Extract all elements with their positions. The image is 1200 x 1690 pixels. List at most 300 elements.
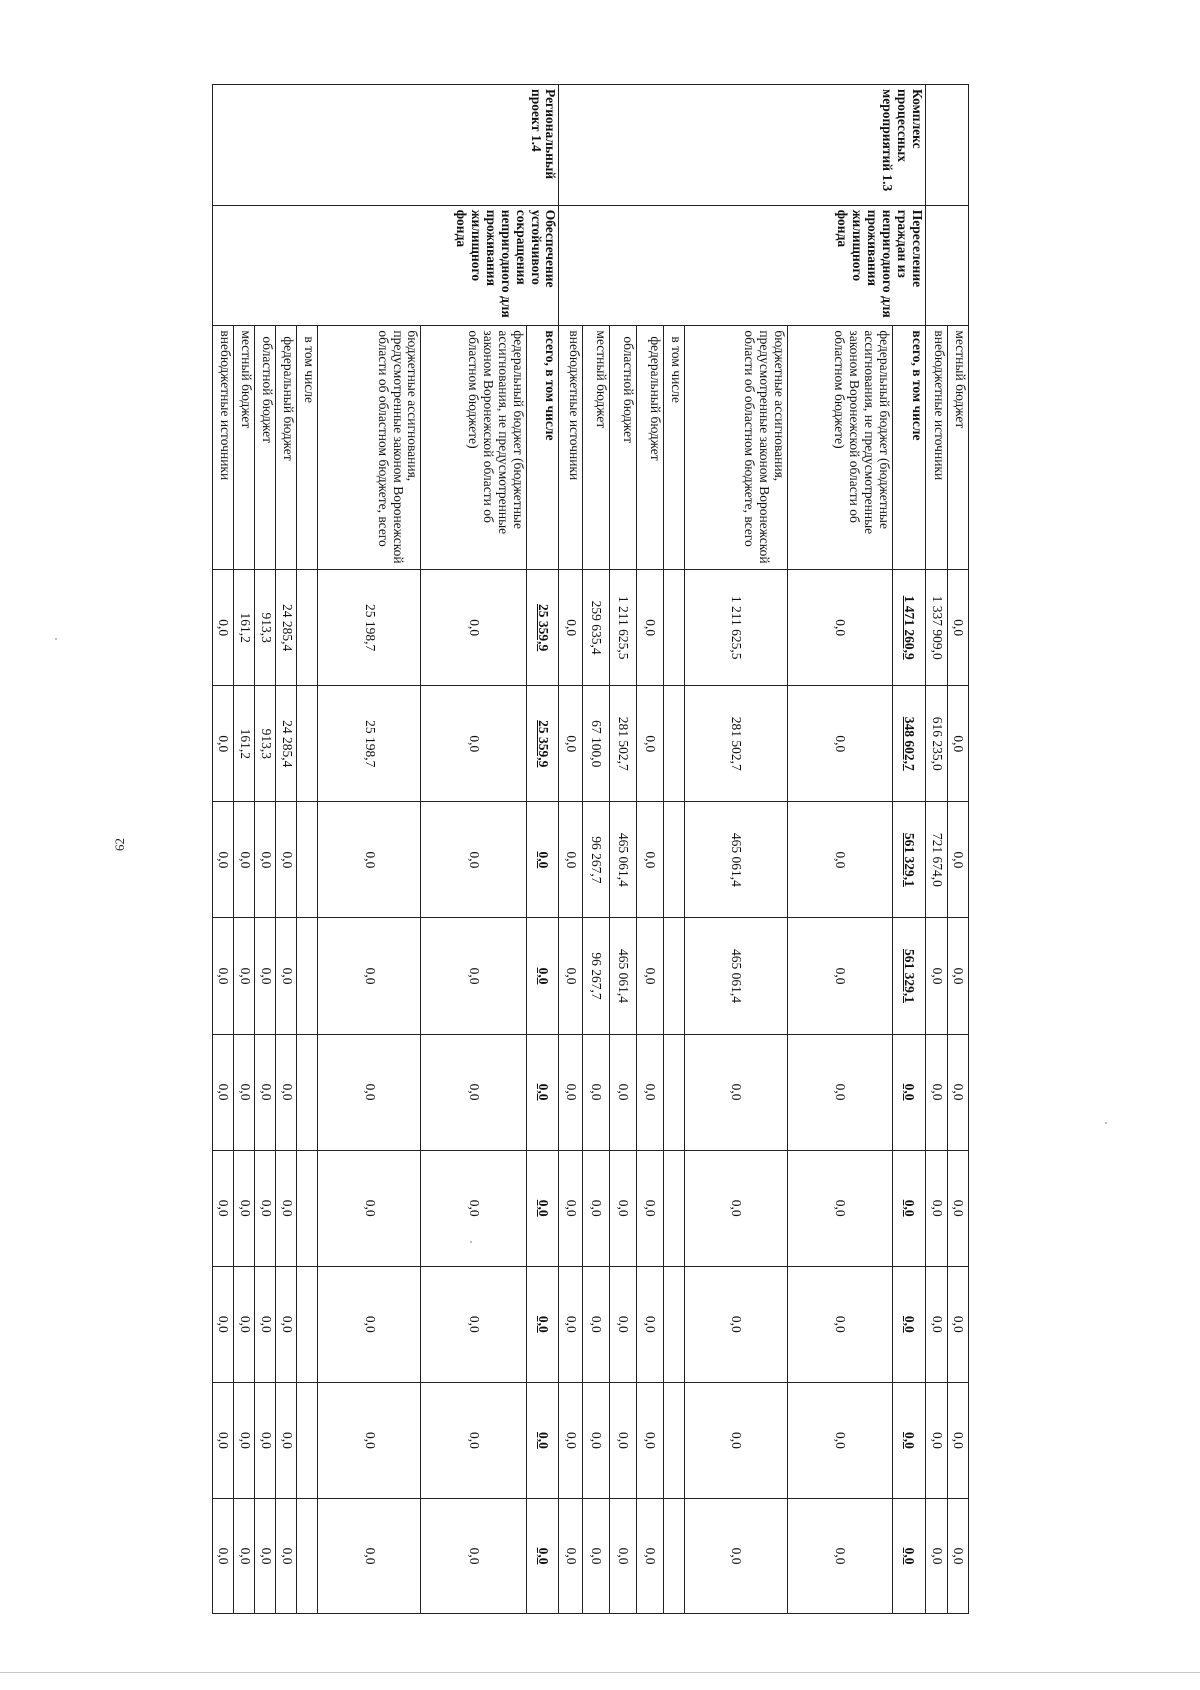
- budget-table: [212, 84, 969, 1614]
- amount-cell: [318, 918, 421, 1034]
- amount-cell: [947, 570, 968, 686]
- amount-value: 913,3: [258, 612, 274, 643]
- funding-source-cell: областной бюджет: [255, 326, 276, 570]
- amount-cell: [947, 1150, 968, 1266]
- amount-cell: [947, 802, 968, 918]
- amount-cell: [787, 1266, 892, 1382]
- amount-value: 0,0: [279, 851, 295, 869]
- amount-cell: [892, 802, 925, 918]
- amount-cell: [276, 802, 297, 918]
- amount-value: 0,0: [279, 967, 295, 985]
- amount-cell: [297, 1266, 318, 1382]
- amount-value: 0,0: [536, 1083, 552, 1101]
- amount-cell: [255, 1499, 276, 1614]
- amount-cell: [255, 1382, 276, 1498]
- funding-source-cell: федеральный бюджет (бюджетные ассигнования, не предусмотренные законом Воронежской области об областном бюджете): [421, 326, 526, 570]
- amount-cell: [925, 918, 947, 1034]
- amount-value: 0,0: [951, 1199, 967, 1217]
- amount-value: 0,0: [902, 1199, 918, 1217]
- amount-value: 0,0: [362, 1199, 378, 1217]
- amount-cell: [684, 1266, 787, 1382]
- amount-cell: [663, 686, 684, 802]
- amount-cell: [787, 802, 892, 918]
- amount-cell: [582, 1499, 609, 1614]
- amount-cell: [925, 1034, 947, 1150]
- amount-value: 0,0: [216, 1199, 232, 1217]
- amount-cell: [663, 1382, 684, 1498]
- table-row: [947, 85, 968, 1614]
- amount-value: 0,0: [237, 1547, 253, 1565]
- amount-value: 0,0: [536, 851, 552, 869]
- amount-cell: [234, 1150, 255, 1266]
- amount-value: 281 502,7: [729, 716, 745, 771]
- amount-cell: [636, 570, 663, 686]
- amount-cell: [609, 918, 636, 1034]
- amount-cell: [925, 686, 947, 802]
- amount-cell: [925, 1499, 947, 1614]
- project-title-cell: Переселение граждан из непригодного для проживания жилищного фонда: [559, 205, 925, 326]
- amount-value: 0,0: [589, 1083, 605, 1101]
- amount-value: 0,0: [589, 1432, 605, 1449]
- amount-value: 0,0: [258, 1547, 274, 1565]
- amount-cell: [559, 1266, 582, 1382]
- scan-speck: [470, 1241, 472, 1243]
- amount-cell: [559, 1150, 582, 1266]
- amount-cell: [421, 686, 526, 802]
- amount-cell: [276, 1499, 297, 1614]
- amount-cell: [255, 686, 276, 802]
- amount-value: 0,0: [616, 1432, 632, 1449]
- amount-cell: [213, 1382, 234, 1498]
- funding-source-cell: федеральный бюджет: [276, 326, 297, 570]
- amount-cell: [787, 1382, 892, 1498]
- amount-cell: [526, 918, 559, 1034]
- amount-cell: [234, 1266, 255, 1382]
- amount-value: 465 061,4: [729, 832, 745, 887]
- amount-value: 0,0: [929, 1432, 945, 1449]
- table-row: [892, 85, 925, 1614]
- amount-value: 465 061,4: [616, 949, 632, 1003]
- amount-value: 0,0: [616, 1083, 632, 1101]
- amount-cell: [526, 802, 559, 918]
- amount-cell: [297, 1034, 318, 1150]
- amount-value: 0,0: [279, 1432, 295, 1449]
- amount-value: 0,0: [833, 851, 849, 869]
- funding-source-cell: местный бюджет: [234, 326, 255, 570]
- amount-value: 561 329,1: [902, 949, 918, 1003]
- amount-cell: [636, 686, 663, 802]
- funding-source-cell: бюджетные ассигнования, предусмотренные законом Воронежской области об областном бюджете, всего: [318, 326, 421, 570]
- amount-value: 0,0: [729, 1083, 745, 1101]
- amount-value: 0,0: [564, 1199, 580, 1217]
- amount-cell: [663, 802, 684, 918]
- amount-cell: [276, 1150, 297, 1266]
- amount-cell: [609, 1034, 636, 1150]
- amount-cell: [787, 1499, 892, 1614]
- amount-cell: [421, 1150, 526, 1266]
- amount-cell: [213, 1150, 234, 1266]
- amount-cell: [297, 1150, 318, 1266]
- amount-cell: [947, 918, 968, 1034]
- amount-cell: [234, 1382, 255, 1498]
- amount-cell: [297, 1499, 318, 1614]
- amount-cell: [663, 1266, 684, 1382]
- amount-cell: [663, 1034, 684, 1150]
- amount-value: 0,0: [216, 735, 232, 753]
- amount-value: 0,0: [643, 1315, 659, 1333]
- amount-cell: [526, 1499, 559, 1614]
- amount-cell: [684, 686, 787, 802]
- funding-source-cell: областной бюджет: [609, 326, 636, 570]
- amount-value: 0,0: [564, 1432, 580, 1449]
- amount-value: 0,0: [564, 735, 580, 753]
- amount-value: 0,0: [643, 851, 659, 869]
- amount-cell: [213, 1266, 234, 1382]
- funding-source-cell: всего, в том числе: [892, 326, 925, 570]
- amount-cell: [526, 686, 559, 802]
- amount-cell: [925, 802, 947, 918]
- amount-cell: [559, 918, 582, 1034]
- amount-cell: [421, 1499, 526, 1614]
- amount-cell: [663, 1499, 684, 1614]
- page-number: 62: [112, 838, 127, 851]
- amount-value: 0,0: [536, 1547, 552, 1565]
- amount-value: 0,0: [466, 619, 482, 637]
- amount-value: 0,0: [833, 1315, 849, 1333]
- amount-cell: [636, 1499, 663, 1614]
- amount-value: 0,0: [362, 1315, 378, 1333]
- funding-source-cell: бюджетные ассигнования, предусмотренные законом Воронежской области об областном бюджете, всего: [684, 326, 787, 570]
- amount-value: 0,0: [279, 1315, 295, 1333]
- amount-value: 0,0: [902, 1315, 918, 1333]
- amount-cell: [609, 570, 636, 686]
- amount-cell: [636, 1034, 663, 1150]
- rotated-table-wrapper: [212, 84, 969, 1614]
- funding-source-cell: местный бюджет: [582, 326, 609, 570]
- amount-value: 161,2: [237, 728, 253, 759]
- amount-value: 0,0: [258, 1432, 274, 1449]
- amount-value: 561 329,1: [902, 832, 918, 887]
- amount-cell: [276, 1034, 297, 1150]
- amount-cell: [255, 918, 276, 1034]
- amount-cell: [892, 1266, 925, 1382]
- amount-value: 0,0: [216, 1315, 232, 1333]
- amount-value: 0,0: [258, 851, 274, 869]
- amount-value: 24 285,4: [279, 604, 295, 652]
- amount-cell: [947, 686, 968, 802]
- funding-source-cell: внебюджетные источники: [559, 326, 582, 570]
- amount-cell: [276, 918, 297, 1034]
- amount-cell: [526, 1266, 559, 1382]
- amount-cell: [636, 1150, 663, 1266]
- amount-cell: [318, 686, 421, 802]
- amount-value: 0,0: [237, 851, 253, 869]
- amount-value: 0,0: [729, 1547, 745, 1565]
- amount-value: 0,0: [729, 1315, 745, 1333]
- amount-cell: [559, 802, 582, 918]
- amount-cell: [892, 1150, 925, 1266]
- amount-value: 0,0: [833, 619, 849, 637]
- funding-source-cell: федеральный бюджет: [636, 326, 663, 570]
- amount-value: 0,0: [951, 1083, 967, 1101]
- program-name-cell: Комплекс процессных мероприятий 1.3: [559, 85, 925, 206]
- amount-cell: [582, 1266, 609, 1382]
- amount-value: 0,0: [643, 1547, 659, 1565]
- amount-value: 0,0: [258, 1083, 274, 1101]
- amount-cell: [234, 918, 255, 1034]
- project-title-cell: Обеспечение устойчивого сокращения непригодного для проживания жилищного фонда: [213, 205, 559, 326]
- amount-value: 0,0: [643, 1432, 659, 1449]
- amount-cell: [297, 918, 318, 1034]
- amount-value: 0,0: [616, 1315, 632, 1333]
- amount-cell: [234, 1034, 255, 1150]
- amount-value: 0,0: [237, 1083, 253, 1101]
- amount-value: 0,0: [589, 1315, 605, 1333]
- amount-cell: [684, 1150, 787, 1266]
- amount-cell: [892, 918, 925, 1034]
- amount-value: 0,0: [929, 1547, 945, 1565]
- amount-cell: [582, 918, 609, 1034]
- amount-value: 465 061,4: [729, 949, 745, 1003]
- amount-cell: [276, 1382, 297, 1498]
- amount-value: 0,0: [951, 1547, 967, 1565]
- amount-cell: [297, 1382, 318, 1498]
- amount-cell: [421, 1034, 526, 1150]
- amount-value: 0,0: [729, 1199, 745, 1217]
- amount-cell: [213, 1034, 234, 1150]
- program-name-cell: [925, 85, 968, 206]
- amount-value: 0,0: [237, 1199, 253, 1217]
- amount-cell: [318, 802, 421, 918]
- amount-cell: [636, 1266, 663, 1382]
- amount-cell: [925, 1150, 947, 1266]
- amount-value: 0,0: [902, 1547, 918, 1565]
- amount-cell: [255, 1150, 276, 1266]
- scan-speck: [1105, 1122, 1107, 1124]
- amount-value: 0,0: [564, 1547, 580, 1565]
- amount-value: 0,0: [216, 619, 232, 637]
- amount-cell: [526, 1034, 559, 1150]
- amount-cell: [947, 1034, 968, 1150]
- amount-value: 0,0: [643, 1083, 659, 1101]
- amount-cell: [421, 570, 526, 686]
- amount-value: 0,0: [466, 735, 482, 753]
- amount-value: 0,0: [643, 967, 659, 985]
- amount-value: 0,0: [564, 1315, 580, 1333]
- amount-value: 0,0: [951, 1315, 967, 1333]
- amount-cell: [663, 570, 684, 686]
- scan-speck: [55, 638, 57, 640]
- amount-value: 913,3: [258, 728, 274, 759]
- amount-cell: [892, 1034, 925, 1150]
- amount-cell: [609, 686, 636, 802]
- amount-value: 0,0: [279, 1199, 295, 1217]
- amount-value: 161,2: [237, 612, 253, 643]
- amount-cell: [947, 1499, 968, 1614]
- amount-value: 0,0: [536, 1315, 552, 1333]
- amount-cell: [276, 686, 297, 802]
- amount-value: 0,0: [237, 1432, 253, 1449]
- amount-cell: [787, 1150, 892, 1266]
- amount-value: 0,0: [589, 1547, 605, 1565]
- amount-value: 0,0: [951, 619, 967, 637]
- amount-cell: [609, 1150, 636, 1266]
- amount-value: 0,0: [216, 1547, 232, 1565]
- amount-cell: [582, 802, 609, 918]
- amount-cell: [582, 570, 609, 686]
- amount-value: 348 602,7: [902, 716, 918, 771]
- amount-cell: [684, 1382, 787, 1498]
- amount-cell: [318, 1150, 421, 1266]
- amount-value: 0,0: [536, 967, 552, 985]
- amount-value: 0,0: [929, 1315, 945, 1333]
- amount-cell: [318, 1382, 421, 1498]
- amount-cell: [947, 1266, 968, 1382]
- amount-value: 24 285,4: [279, 720, 295, 768]
- amount-cell: [255, 1034, 276, 1150]
- amount-cell: [609, 1266, 636, 1382]
- amount-cell: [421, 1382, 526, 1498]
- amount-value: 96 267,7: [589, 952, 605, 1000]
- amount-cell: [255, 802, 276, 918]
- amount-value: 0,0: [466, 1315, 482, 1333]
- amount-cell: [526, 1150, 559, 1266]
- amount-cell: [255, 1266, 276, 1382]
- amount-cell: [559, 1499, 582, 1614]
- amount-cell: [787, 918, 892, 1034]
- amount-cell: [276, 570, 297, 686]
- funding-source-cell: всего, в том числе: [526, 326, 559, 570]
- amount-cell: [276, 1266, 297, 1382]
- amount-value: 0,0: [466, 851, 482, 869]
- scan-edge-line: [0, 1672, 1200, 1673]
- amount-value: 721 674,0: [929, 832, 945, 887]
- amount-cell: [925, 1382, 947, 1498]
- amount-value: 0,0: [616, 1547, 632, 1565]
- amount-value: 0,0: [362, 967, 378, 985]
- amount-value: 0,0: [466, 1547, 482, 1565]
- amount-value: 0,0: [564, 619, 580, 637]
- amount-value: 0,0: [951, 735, 967, 753]
- table-row: [526, 85, 559, 1614]
- amount-value: 0,0: [902, 1083, 918, 1101]
- amount-cell: [582, 1150, 609, 1266]
- amount-cell: [297, 802, 318, 918]
- amount-cell: [947, 1382, 968, 1498]
- amount-cell: [636, 802, 663, 918]
- funding-source-cell: внебюджетные источники: [213, 326, 234, 570]
- amount-cell: [582, 1034, 609, 1150]
- amount-value: 0,0: [466, 1199, 482, 1217]
- amount-cell: [318, 1034, 421, 1150]
- amount-value: 0,0: [833, 967, 849, 985]
- amount-value: 0,0: [362, 1547, 378, 1565]
- amount-cell: [892, 1499, 925, 1614]
- amount-value: 0,0: [833, 1432, 849, 1449]
- amount-cell: [213, 802, 234, 918]
- amount-value: 0,0: [466, 967, 482, 985]
- amount-value: 0,0: [929, 967, 945, 985]
- amount-cell: [559, 1034, 582, 1150]
- amount-value: 0,0: [643, 1199, 659, 1217]
- amount-value: 0,0: [643, 619, 659, 637]
- amount-value: 25 359,9: [536, 604, 552, 652]
- amount-cell: [892, 686, 925, 802]
- amount-value: 0,0: [237, 1315, 253, 1333]
- amount-cell: [609, 1499, 636, 1614]
- funding-source-cell: федеральный бюджет (бюджетные ассигнования, не предусмотренные законом Воронежской области об областном бюджете): [787, 326, 892, 570]
- amount-value: 1 471 260,9: [902, 595, 918, 660]
- amount-value: 0,0: [466, 1432, 482, 1449]
- amount-cell: [892, 1382, 925, 1498]
- amount-cell: [609, 802, 636, 918]
- amount-value: 0,0: [258, 1199, 274, 1217]
- amount-value: 0,0: [536, 1199, 552, 1217]
- amount-value: 0,0: [237, 967, 253, 985]
- amount-cell: [559, 686, 582, 802]
- amount-cell: [684, 918, 787, 1034]
- amount-cell: [297, 686, 318, 802]
- amount-value: 0,0: [833, 735, 849, 753]
- amount-cell: [636, 1382, 663, 1498]
- amount-cell: [582, 1382, 609, 1498]
- amount-cell: [892, 570, 925, 686]
- amount-cell: [787, 1034, 892, 1150]
- amount-cell: [297, 570, 318, 686]
- amount-cell: [559, 1382, 582, 1498]
- amount-cell: [663, 918, 684, 1034]
- amount-cell: [684, 570, 787, 686]
- program-name-cell: Региональный проект 1.4: [213, 85, 559, 206]
- amount-cell: [684, 1034, 787, 1150]
- amount-cell: [526, 1382, 559, 1498]
- amount-cell: [421, 1266, 526, 1382]
- amount-value: 0,0: [833, 1547, 849, 1565]
- amount-cell: [582, 686, 609, 802]
- amount-value: 25 359,9: [536, 720, 552, 768]
- amount-value: 0,0: [951, 1432, 967, 1449]
- amount-cell: [684, 802, 787, 918]
- amount-value: 465 061,4: [616, 832, 632, 887]
- amount-cell: [684, 1499, 787, 1614]
- amount-cell: [421, 918, 526, 1034]
- amount-value: 25 198,7: [362, 720, 378, 768]
- amount-value: 259 635,4: [589, 600, 605, 655]
- amount-value: 0,0: [216, 1083, 232, 1101]
- amount-value: 0,0: [362, 851, 378, 869]
- amount-cell: [213, 570, 234, 686]
- amount-cell: [213, 918, 234, 1034]
- amount-value: 1 211 625,5: [729, 595, 745, 660]
- amount-value: 0,0: [902, 1432, 918, 1449]
- amount-cell: [318, 1266, 421, 1382]
- amount-value: 0,0: [833, 1083, 849, 1101]
- amount-cell: [787, 686, 892, 802]
- amount-value: 0,0: [643, 735, 659, 753]
- amount-cell: [559, 570, 582, 686]
- amount-value: 0,0: [833, 1199, 849, 1217]
- amount-cell: [213, 1499, 234, 1614]
- amount-value: 0,0: [216, 851, 232, 869]
- amount-value: 0,0: [279, 1083, 295, 1101]
- amount-value: 0,0: [616, 1199, 632, 1217]
- amount-value: 0,0: [216, 967, 232, 985]
- amount-value: 0,0: [258, 967, 274, 985]
- amount-cell: [609, 1382, 636, 1498]
- amount-value: 0,0: [216, 1432, 232, 1449]
- amount-cell: [318, 1499, 421, 1614]
- amount-value: 1 337 909,0: [929, 595, 945, 660]
